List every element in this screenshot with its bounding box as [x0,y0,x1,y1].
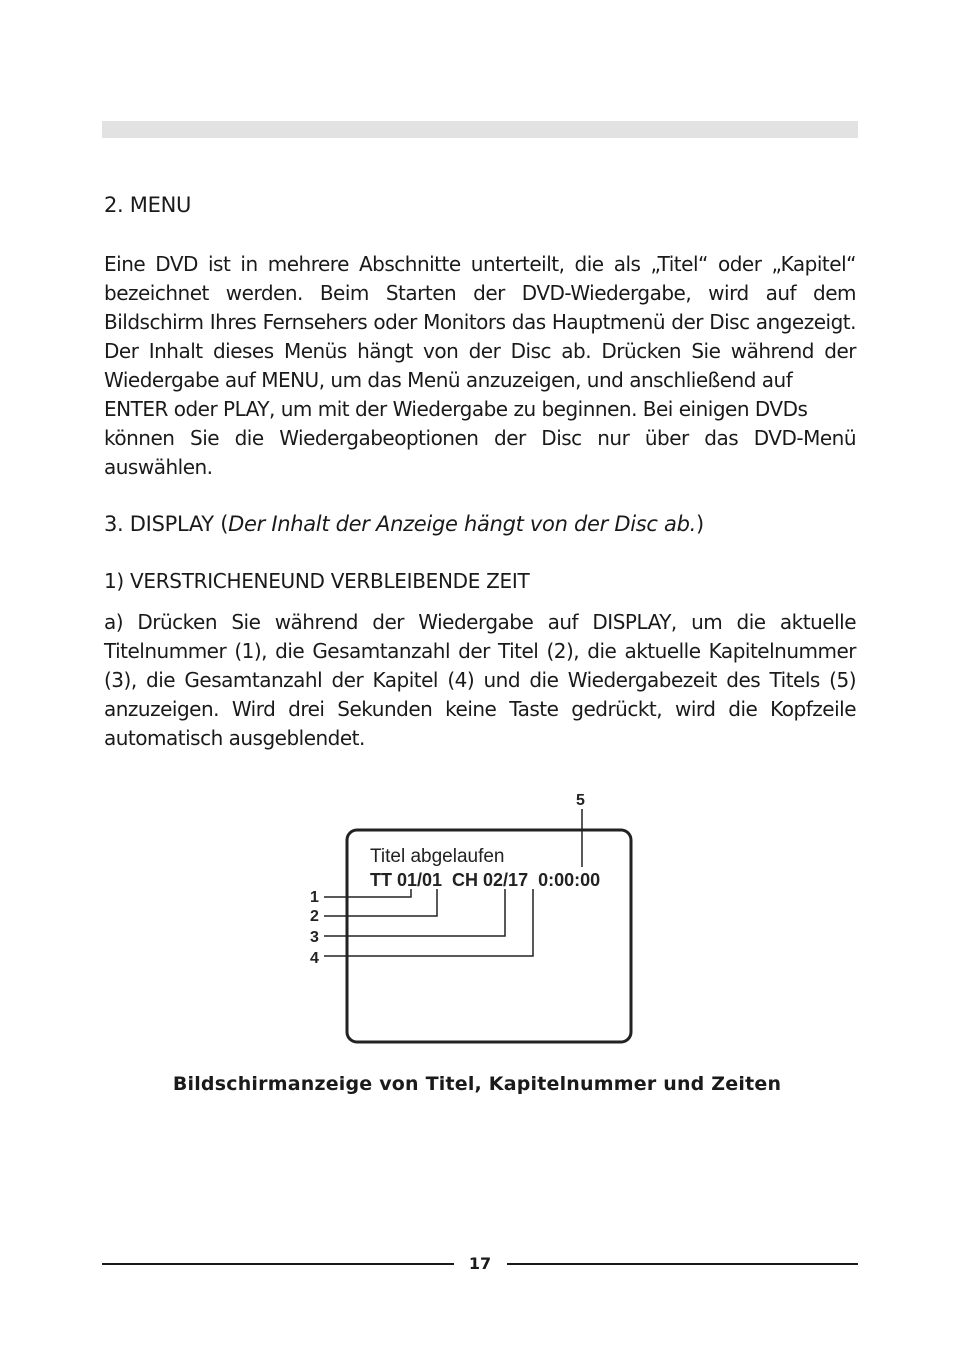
callout-2-label: 2 [310,908,319,925]
footer-rule-right [507,1263,858,1265]
page-number: 17 [468,1254,492,1273]
display-heading-note: Der Inhalt der Anzeige hängt von der Disc ab. [228,512,696,536]
callout-2-line [324,889,437,916]
menu-body-text-3: können Sie die Wiedergabeoptionen der Disc nur über das DVD-Menü auswählen. [104,426,856,479]
callout-1-line [324,889,411,897]
menu-heading: 2. MENU [104,193,192,217]
display-paragraph [104,608,856,753]
display-heading-label: 3. DISPLAY [104,512,214,536]
screen-status-text: TT 01/01 CH 02/17 0:00:00 [370,870,601,890]
callout-4-line [324,889,533,956]
callout-5-label: 5 [576,792,585,809]
display-diagram [300,785,650,1055]
display-diagram-svg [300,785,650,1055]
screen-title-text: Titel abgelaufen [370,846,505,867]
menu-body-text-2: ENTER oder PLAY, um mit der Wiedergabe zu beginnen. Bei einigen DVDs [104,397,808,421]
display-heading-paren-close: ) [695,512,704,536]
menu-paragraph [104,250,856,482]
display-subheading: 1) VERSTRICHENEUND VERBLEIBENDE ZEIT [104,569,530,593]
callout-4-label: 4 [310,950,319,967]
callout-3-label: 3 [310,929,319,946]
menu-body-text-1: Eine DVD ist in mehrere Abschnitte unterteilt, die als „Titel“ oder „Kapitel“ bezeichnet werden. Beim Starten der DVD-Wiedergabe, wird auf dem Bildschirm Ihres Fernsehers oder Monitors das Hauptmenü der Disc angezeigt. Der Inhalt dieses Menüs hängt von der Disc ab. Drücken Sie während der Wiedergabe auf MENU, um das Menü anzuzeigen, und anschließend auf [104,252,856,392]
callout-3-line [324,889,505,936]
callout-1-label: 1 [310,889,319,906]
display-heading-paren-open: ( [220,512,229,536]
header-bar [102,121,858,138]
display-body-text: a) Drücken Sie während der Wiedergabe auf DISPLAY, um die aktuelle Titelnummer (1), die Gesamtanzahl der Titel (2), die aktuelle Kapitelnummer (3), die Gesamtanzahl der Kapitel (4) und die Wiedergabezeit des Titels (5) anzuzeigen. Wird drei Sekunden keine Taste gedrückt, wird die Kopfzeile automatisch ausgeblendet. [104,610,856,750]
display-heading [104,510,704,538]
footer-rule-left [102,1263,454,1265]
figure-caption: Bildschirmanzeige von Titel, Kapitelnummer und Zeiten [172,1073,782,1095]
